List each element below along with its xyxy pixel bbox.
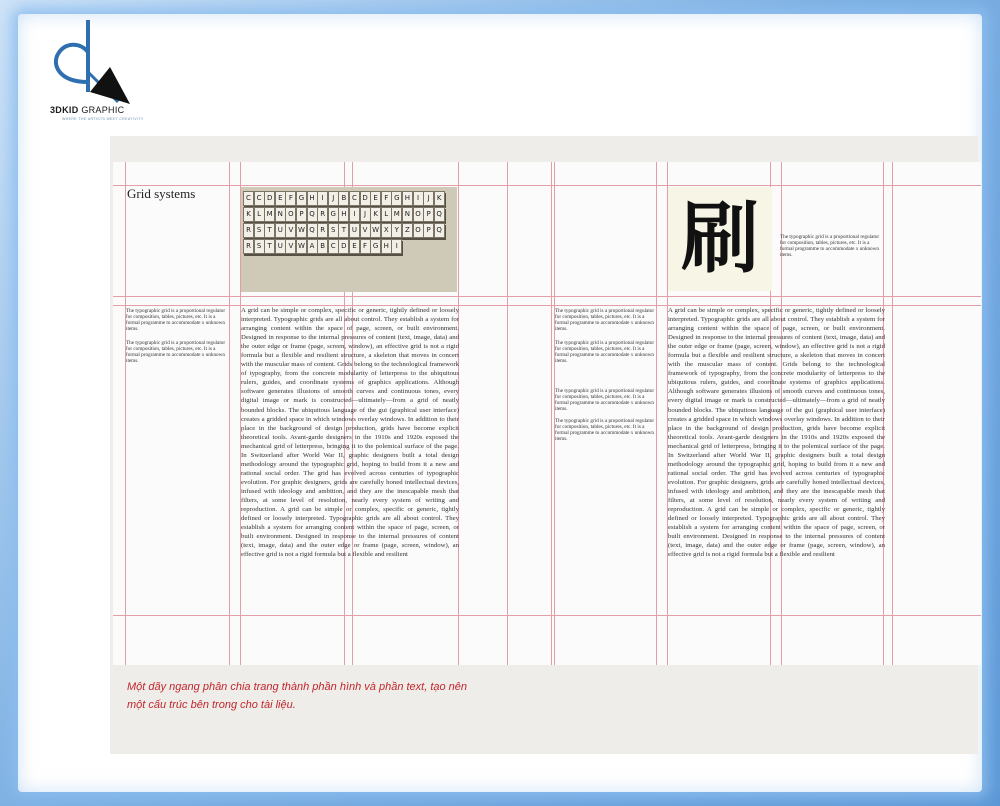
typewriter-key: I: [413, 191, 424, 206]
typewriter-key: U: [275, 239, 286, 254]
brand-name: 3DKID GRAPHIC: [50, 105, 125, 115]
glyph-character: 刷: [680, 194, 759, 284]
typewriter-key: Y: [391, 223, 402, 238]
typewriter-key: F: [381, 191, 392, 206]
body-column-left: A grid can be simple or complex, specific or generic, tightly defined or loosely interpreted. Typographic grids are all about control. They establish a system for arranging content within the space of page, screen, or built environment. Designed in response to the internal pressures of content (text, image, data) and the outer edge or frame (page, screen, window), an effective grid is not a rigid formula but a flexible and resilient structure, a skeleton that moves in concert with the muscular mass of content. Grids belong to the technological framework of typography, from the concrete modularity of letterpress to the ubiquitous rulers, guides, and coordinate systems of graphics applications. Although software generates illusions of smooth curves and continuous tones, every digital image or mark is constructed—ultimately—from a grid of neatly bounded blocks. The ubiquitous language of the gui (graphical user interface) creates a gridded space in which windows overlay windows. In addition to their place in the background of design production, grids have become explicit theoretical tools. Avant-garde designers in the 1910s and 1920s exposed the mechanical grid of letterpress, bringing it to the polemical surface of the page. In Switzerland after World War II, graphic designers built a total design methodology around the typographic grid, hoping to build from it a new and rational social order. The grid has evolved across centuries of typographic evolution. For graphic designers, grids are carefully honed intellectual devices, infused with ideology and ambition, and they are the inescapable mesh that filters, at some level of resolution, nearly every system of writing and reproduction. A grid can be simple or complex, specific or generic, tightly defined or loosely interpreted. Typographic grids are all about control. They establish a system for arranging content within the space of page, screen, or built environment. Designed in response to the internal pressures of content (text, image, data) and the outer edge or frame (page, screen, window), an effective grid is not a rigid formula but a flexible and resilient: [241, 307, 459, 559]
typewriter-key: G: [370, 239, 381, 254]
typewriter-key: R: [243, 223, 254, 238]
typewriter-key: H: [402, 191, 413, 206]
typewriter-key: A: [307, 239, 318, 254]
typewriter-key: P: [423, 207, 434, 222]
typewriter-key: O: [413, 207, 424, 222]
typewriter-key: K: [434, 191, 445, 206]
typewriter-key: D: [360, 191, 371, 206]
typewriter-key: Z: [402, 223, 413, 238]
typewriter-key: S: [254, 223, 265, 238]
sidebar-note-mid-2: The typographic grid is a proportional regulator for composition, tables, pictures, etc. It is a formal programme to accommodate x unknown items.: [555, 340, 655, 365]
typewriter-key: Q: [307, 207, 318, 222]
typewriter-key: E: [370, 191, 381, 206]
typewriter-key: P: [423, 223, 434, 238]
typewriter-key: U: [275, 223, 286, 238]
typewriter-key: J: [328, 191, 339, 206]
typewriter-key: M: [264, 207, 275, 222]
typewriter-key: F: [285, 191, 296, 206]
typewriter-key: M: [391, 207, 402, 222]
typewriter-key: F: [360, 239, 371, 254]
typewriter-key: T: [264, 239, 275, 254]
grid-guide: [551, 162, 552, 665]
typewriter-key: G: [328, 207, 339, 222]
typewriter-key: N: [275, 207, 286, 222]
typewriter-key: L: [381, 207, 392, 222]
typewriter-key: C: [328, 239, 339, 254]
spread-page: [113, 162, 981, 665]
typewriter-key: B: [317, 239, 328, 254]
typewriter-key: K: [370, 207, 381, 222]
typewriter-key: B: [338, 191, 349, 206]
typewriter-key: E: [349, 239, 360, 254]
chinese-glyph-image: [668, 187, 772, 291]
typewriter-key: T: [338, 223, 349, 238]
typewriter-key: O: [413, 223, 424, 238]
typewriter-key: H: [307, 191, 318, 206]
sidebar-note-left-1: The typographic grid is a proportional regulator for composition, tables, pictures, etc. It is a formal programme to accommodate x unknown items.: [126, 308, 226, 333]
typewriter-key: W: [296, 223, 307, 238]
typewriter-key: Q: [434, 207, 445, 222]
sidebar-note-mid-3: The typographic grid is a proportional regulator for composition, tables, pictures, etc. It is a formal programme to accommodate x unknown items.: [555, 388, 655, 413]
typewriter-key: H: [381, 239, 392, 254]
typewriter-key: V: [360, 223, 371, 238]
typewriter-key: E: [275, 191, 286, 206]
typewriter-key: V: [285, 223, 296, 238]
typewriter-key: T: [264, 223, 275, 238]
typewriter-key: R: [243, 239, 254, 254]
typewriter-key: U: [349, 223, 360, 238]
sidebar-note-left-2: The typographic grid is a proportional regulator for composition, tables, pictures, etc. It is a formal programme to accommodate x unknown items.: [126, 340, 226, 365]
grid-guide: [125, 162, 126, 665]
typewriter-key: D: [264, 191, 275, 206]
typewriter-key: X: [381, 223, 392, 238]
typewriter-key: C: [243, 191, 254, 206]
typewriter-key: Q: [307, 223, 318, 238]
typewriter-key: O: [285, 207, 296, 222]
grid-guide: [892, 162, 893, 665]
typewriter-key: R: [317, 223, 328, 238]
typewriter-key: G: [391, 191, 402, 206]
typewriter-key: K: [243, 207, 254, 222]
typewriter-key: J: [360, 207, 371, 222]
typewriter-key: C: [254, 191, 265, 206]
sidebar-note-right: The typographic grid is a proportional regulator for composition, tables, pictures, etc. It is a formal programme to accommodate x unknown items.: [780, 234, 880, 259]
typewriter-key: N: [402, 207, 413, 222]
typewriter-key: I: [391, 239, 402, 254]
page-title: Grid systems: [127, 186, 196, 201]
caption: [127, 678, 547, 714]
typewriter-key: I: [349, 207, 360, 222]
grid-guide: [229, 162, 230, 665]
typewriter-key: S: [254, 239, 265, 254]
body-column-right: A grid can be simple or complex, specific or generic, tightly defined or loosely interpreted. Typographic grids are all about control. They establish a system for arranging content within the space of page, screen, or built environment. Designed in response to the internal pressures of content (text, image, data) and the outer edge or frame (page, screen, window), an effective grid is not a rigid formula but a flexible and resilient structure, a skeleton that moves in concert with the muscular mass of content. Grids belong to the technological framework of typography, from the concrete modularity of letterpress to the ubiquitous rulers, guides, and coordinate systems of graphics applications. Although software generates illusions of smooth curves and continuous tones, every digital image or mark is constructed—ultimately—from a grid of neatly bounded blocks. The ubiquitous language of the gui (graphical user interface) creates a gridded space in which windows overlay windows. In addition to their place in the background of design production, grids have become explicit theoretical tools. Avant-garde designers in the 1910s and 1920s exposed the mechanical grid of letterpress, bringing it to the polemical surface of the page. In Switzerland after World War II, graphic designers built a total design methodology around the typographic grid, hoping to build from it a new and rational social order. The grid has evolved across centuries of typographic evolution. For graphic designers, grids are carefully honed intellectual devices, infused with ideology and ambition, and they are the inescapable mesh that filters, at some level of resolution, nearly every system of writing and reproduction. A grid can be simple or complex, specific or generic, tightly defined or loosely interpreted. Typographic grids are all about control. They establish a system for arranging content within the space of page, screen, or built environment. Designed in response to the internal pressures of content (text, image, data) and the outer edge or frame (page, screen, window), an effective grid is not a rigid formula but a flexible and resilient: [668, 307, 885, 559]
caption-line-1: Một dãy ngang phân chia trang thành phần hình và phần text, tạo nên: [127, 681, 468, 693]
typewriter-key: V: [285, 239, 296, 254]
caption-line-2: một cấu trúc bên trong cho tài liệu.: [127, 699, 296, 711]
typewriter-key: H: [338, 207, 349, 222]
typewriter-key: R: [317, 207, 328, 222]
grid-guide: [113, 185, 981, 186]
grid-guide: [507, 162, 508, 665]
sidebar-note-mid-1: The typographic grid is a proportional regulator for composition, tables, pictures, etc. It is a formal programme to accommodate x unknown items.: [555, 308, 655, 333]
typewriter-key: S: [328, 223, 339, 238]
typewriter-key: Q: [434, 223, 445, 238]
typewriter-key: D: [338, 239, 349, 254]
sidebar-note-mid-4: The typographic grid is a proportional regulator for composition, tables, pictures, etc. It is a formal programme to accommodate x unknown items.: [555, 418, 655, 443]
typewriter-key: I: [317, 191, 328, 206]
typewriter-key: L: [254, 207, 265, 222]
grid-guide: [113, 296, 981, 297]
typewriter-key: W: [370, 223, 381, 238]
typewriter-key: W: [296, 239, 307, 254]
typewriter-keys-image: [241, 187, 457, 292]
brand-tagline: WHERE THE ARTISTS MEET CREATIVITY: [62, 117, 144, 121]
typewriter-key: G: [296, 191, 307, 206]
typewriter-key: C: [349, 191, 360, 206]
typewriter-key: J: [423, 191, 434, 206]
typewriter-key: P: [296, 207, 307, 222]
